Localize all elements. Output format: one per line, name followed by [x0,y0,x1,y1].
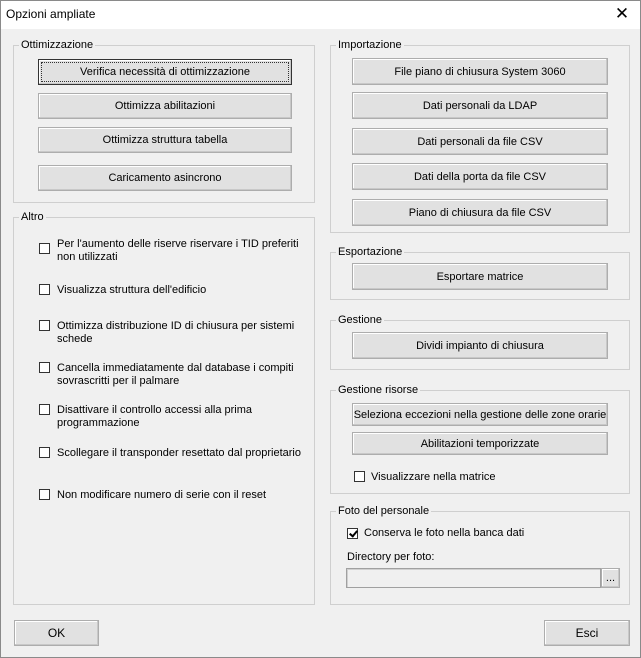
show-in-matrix-label: Visualizzare nella matrice [371,471,496,483]
option-checkbox[interactable] [39,489,50,500]
group-legend: Gestione risorse [338,384,419,396]
import-system3060-button[interactable]: File piano di chiusura System 3060 [352,58,608,85]
import-plan-csv-button[interactable]: Piano di chiusura da file CSV [352,199,608,226]
title-bar [1,1,640,29]
option-label: Disattivare il controllo accessi alla prima programmazione [57,404,253,429]
option-label: Visualizza struttura dell'edificio [57,284,207,296]
option-checkbox[interactable] [39,362,50,373]
option-label: Ottimizza distribuzione ID di chiusura per sistemi schede [57,320,295,345]
group-legend: Foto del personale [338,505,430,517]
option-label: Per l'aumento delle riserve riservare i TID preferiti non utilizzati [57,238,299,263]
group-legend: Gestione [338,314,383,326]
close-icon[interactable]: ✕ [614,4,630,23]
group-legend: Altro [21,211,44,223]
split-system-button[interactable]: Dividi impianto di chiusura [352,332,608,359]
ottimizza-abilitazioni-button[interactable]: Ottimizza abilitazioni [38,93,292,119]
keep-photos-checkbox[interactable] [347,528,358,539]
option-label: Non modificare numero di serie con il reset [57,489,267,501]
photo-directory-field[interactable] [346,568,601,588]
option-checkbox[interactable] [39,243,50,254]
group-legend: Esportazione [338,246,403,258]
import-personal-csv-button[interactable]: Dati personali da file CSV [352,128,608,155]
ok-button[interactable]: OK [14,620,99,646]
keep-photos-label: Conserva le foto nella banca dati [364,527,525,539]
caricamento-asincrono-button[interactable]: Caricamento asincrono [38,165,292,191]
option-checkbox[interactable] [39,447,50,458]
ottimizza-struttura-button[interactable]: Ottimizza struttura tabella [38,127,292,153]
option-label: Scollegare il transponder resettato dal proprietario [57,447,301,459]
time-zone-exceptions-button[interactable]: Seleziona eccezioni nella gestione delle zone orarie [352,403,608,426]
group-legend: Importazione [338,39,402,51]
browse-button[interactable]: ... [601,568,620,588]
photo-directory-label: Directory per foto: [347,551,435,563]
import-ldap-button[interactable]: Dati personali da LDAP [352,92,608,119]
group-legend: Ottimizzazione [21,39,94,51]
exit-button[interactable]: Esci [544,620,630,646]
export-matrix-button[interactable]: Esportare matrice [352,263,608,290]
timed-authorizations-button[interactable]: Abilitazioni temporizzate [352,432,608,455]
import-door-csv-button[interactable]: Dati della porta da file CSV [352,163,608,190]
option-checkbox[interactable] [39,320,50,331]
option-checkbox[interactable] [39,404,50,415]
show-in-matrix-checkbox[interactable] [354,471,365,482]
window-title: Opzioni ampliate [6,7,96,21]
verifica-ottimizzazione-button[interactable]: Verifica necessità di ottimizzazione [38,59,292,85]
option-label: Cancella immediatamente dal database i compiti sovrascritti per il palmare [57,362,294,387]
option-checkbox[interactable] [39,284,50,295]
